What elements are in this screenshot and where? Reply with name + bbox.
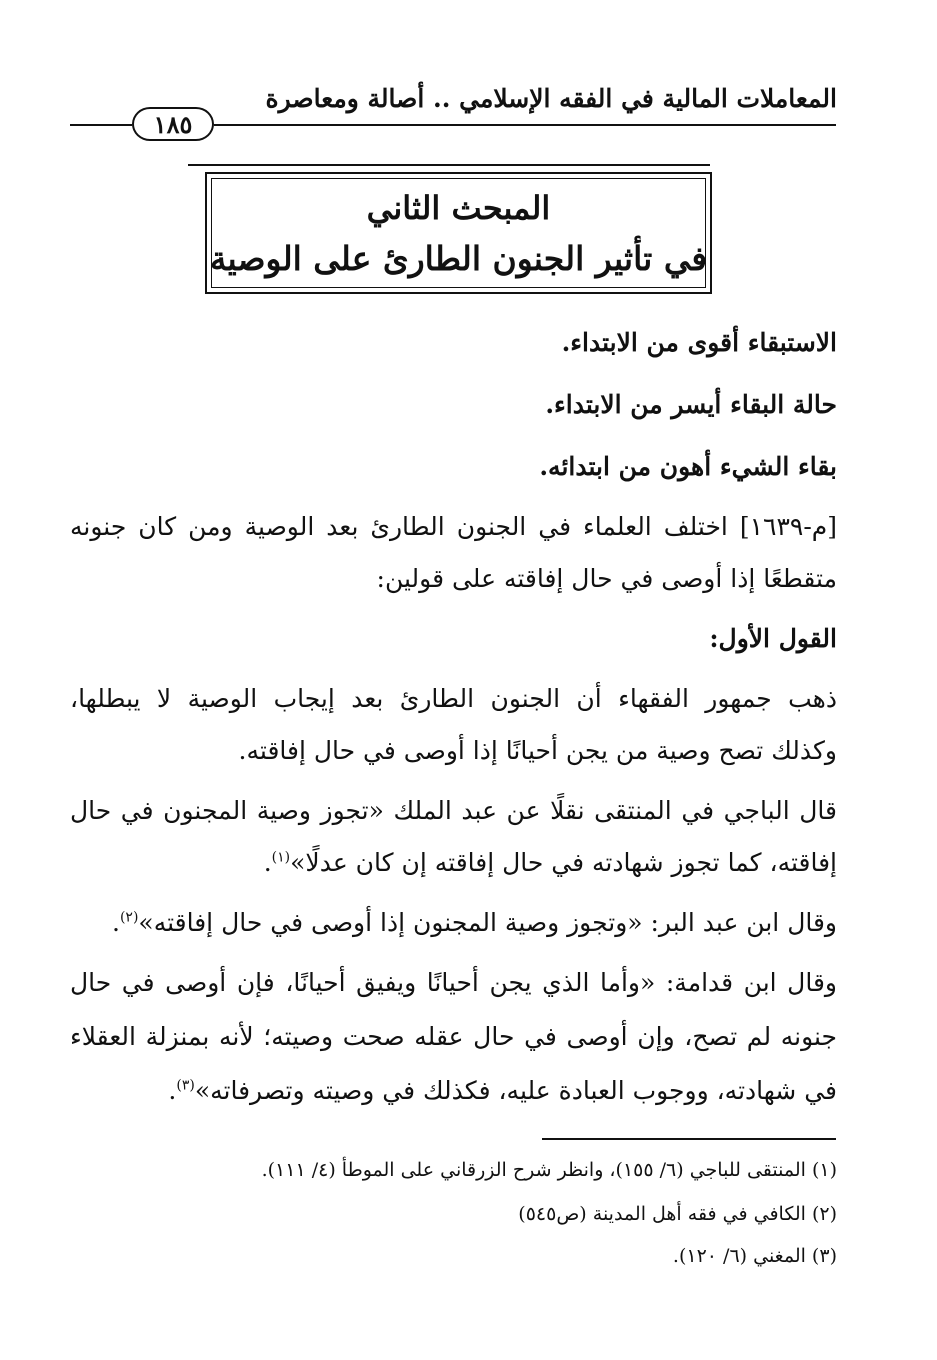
qudama-text: في شهادته، ووجوب العبادة عليه، فكذلك في وصيته وتصرفاته» (194, 1076, 837, 1105)
baji-quote-line-1: قال الباجي في المنتقى نقلًا عن عبد الملك «تجوز وصية المجنون في حال (70, 796, 837, 825)
section-title-box (205, 172, 712, 294)
abd-albarr-period: . (112, 908, 120, 937)
maxim-1: الاستبقاء أقوى من الابتداء. (561, 328, 837, 357)
baji-quote-text: إفاقته، كما تجوز شهادته في حال إفاقته إن كان عدلًا» (290, 848, 837, 877)
abd-albarr-text: وقال ابن عبد البر: «وتجوز وصية المجنون إذا أوصى في حال إفاقته» (138, 908, 837, 937)
abd-albarr-quote (112, 906, 837, 940)
maxim-3: بقاء الشيء أهون من ابتدائه. (539, 452, 837, 481)
opinion-line-1: ذهب جمهور الفقهاء أن الجنون الطارئ بعد إيجاب الوصية لا يبطلها، (70, 684, 837, 713)
qudama-quote-line-2: جنونه لم تصح، وإن أوصى في حال عقله صحت وصيته؛ لأنه بمنزلة العقلاء (70, 1022, 837, 1051)
footnote-separator (542, 1138, 836, 1140)
page-number: ١٨٥ (132, 107, 214, 141)
section-title-line-2: في تأثير الجنون الطارئ على الوصية (209, 239, 708, 278)
footnote-ref-2: (٢) (119, 909, 139, 926)
baji-quote-line-2 (264, 846, 837, 880)
footnote-3: (٣) المغني (٦/ ١٢٠). (672, 1245, 837, 1267)
opinion-line-2: وكذلك تصح وصية من يجن أحيانًا إذا أوصى في حال إفاقته. (238, 736, 837, 765)
baji-period: . (263, 848, 272, 877)
maxim-2: حالة البقاء أيسر من الابتداء. (545, 390, 837, 419)
issue-line-1: [م-١٦٣٩] اختلف العلماء في الجنون الطارئ بعد الوصية ومن كان جنونه (70, 512, 837, 541)
qudama-quote-line-1: وقال ابن قدامة: «وأما الذي يجن أحيانًا ويفيق أحيانًا، فإن أوصى في حال (70, 968, 837, 997)
qudama-quote-line-3 (168, 1074, 837, 1108)
header-rule-right (214, 124, 836, 126)
first-opinion-heading: القول الأول: (709, 624, 837, 653)
footnote-ref-1: (١) (271, 849, 291, 866)
section-title-line-1: المبحث الثاني (366, 189, 551, 227)
title-top-rule (188, 164, 710, 166)
issue-line-2: متقطعًا إذا أوصى في حال إفاقته على قولين: (376, 564, 837, 593)
header-rule-left (70, 124, 132, 126)
qudama-period: . (168, 1076, 177, 1105)
running-header-title: المعاملات المالية في الفقه الإسلامي .. أصالة ومعاصرة (265, 84, 837, 113)
footnote-1: (١) المنتقى للباجي (٦/ ١٥٥)، وانظر شرح الزرقاني على الموطأ (٤/ ١١١). (261, 1159, 837, 1181)
footnote-2: (٢) الكافي في فقه أهل المدينة (ص٥٤٥) (518, 1203, 837, 1225)
footnote-ref-3: (٣) (176, 1077, 195, 1094)
